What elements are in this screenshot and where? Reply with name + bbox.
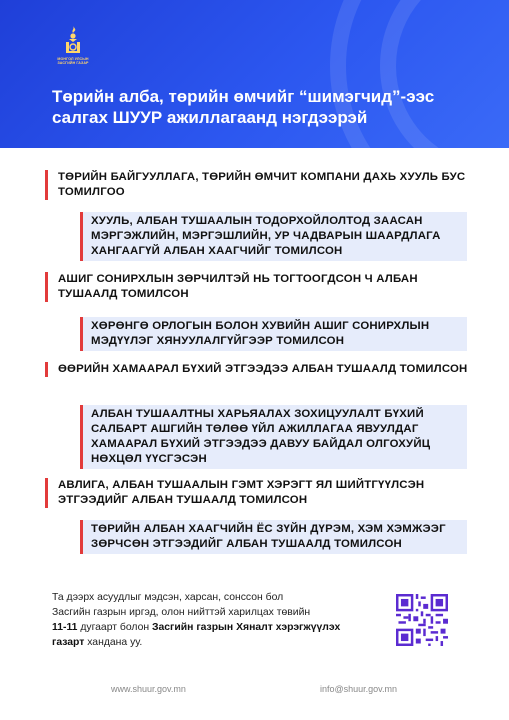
hotline-number: 11-11 xyxy=(52,622,78,633)
section-sub-1: ХУУЛЬ, АЛБАН ТУШААЛЫН ТОДОРХОЙЛОЛТОД ЗААСАН МЭРГЭЖЛИЙН, МЭРГЭШЛИЙН, УР ЧАДВАРЫН ШААРДЛАГА ХАНГААГҮЙ АЛБАН ХААГЧИЙГ ТОМИЛСОН xyxy=(80,212,467,261)
section-main-3: ӨӨРИЙН ХАМААРАЛ БҮХИЙ ЭТГЭЭДЭЭ АЛБАН ТУШААЛД ТОМИЛСОН xyxy=(45,362,478,377)
qr-code-icon[interactable] xyxy=(396,594,448,646)
section-sub-4: ТӨРИЙН АЛБАН ХААГЧИЙН ЁС ЗҮЙН ДҮРЭМ, ХЭМ ХЭМЖЭЭГ ЗӨРЧСӨН ЭТГЭЭДИЙГ АЛБАН ТУШААЛД ТОМИЛСОН xyxy=(80,520,467,554)
contact-end: хандана уу. xyxy=(84,637,143,648)
section-main-1: ТӨРИЙН БАЙГУУЛЛАГА, ТӨРИЙН ӨМЧИТ КОМПАНИ ДАХЬ ХУУЛЬ БУС ТОМИЛГОО xyxy=(45,170,478,200)
logo-text: МОНГОЛ УЛСЫН ЗАСГИЙН ГАЗАР xyxy=(57,57,89,66)
page-title: Төрийн алба, төрийн өмчийг “шимэгчид”-ээс салгах ШУУР ажиллагаанд нэгдээрэй xyxy=(52,87,435,127)
contact-info xyxy=(52,590,352,650)
section-sub-2: ХӨРӨНГӨ ОРЛОГЫН БОЛОН ХУВИЙН АШИГ СОНИРХЛЫН МЭДҮҮЛЭГ ХЯНУУЛАЛГҮЙГЭЭР ТОМИЛСОН xyxy=(80,317,467,351)
soyombo-icon xyxy=(60,25,86,55)
contact-line-1: Та дээрх асуудлыг мэдсэн, харсан, сонссон бол xyxy=(52,592,284,603)
agency-name: Засгийн газрын Хяналт хэрэгжүүлэх газарт xyxy=(52,622,341,648)
section-sub-3: АЛБАН ТУШААЛТНЫ ХАРЬЯАЛАХ ЗОХИЦУУЛАЛТ БҮХИЙ САЛБАРТ АШГИЙН ТӨЛӨӨ ҮЙЛ АЖИЛЛАГАА ЯВУУЛДАГ ХАМААРАЛ БҮХИЙ ЭТГЭЭДЭЭ ДАВУУ БАЙДАЛ ОЛГОХУЙЦ НӨХЦӨЛ ҮҮСГЭСЭН xyxy=(80,405,467,469)
section-main-2: АШИГ СОНИРХЛЫН ЗӨРЧИЛТЭЙ НЬ ТОГТООГДСОН Ч АЛБАН ТУШААЛД ТОМИЛСОН xyxy=(45,272,478,302)
contact-line-2: Засгийн газрын иргэд, олон нийттэй харилцах төвийн xyxy=(52,607,311,618)
header-banner xyxy=(0,0,509,148)
government-logo xyxy=(52,25,94,71)
email-link[interactable]: info@shuur.gov.mn xyxy=(320,684,398,694)
website-link[interactable]: www.shuur.gov.mn xyxy=(111,684,186,694)
section-main-4: АВЛИГА, АЛБАН ТУШААЛЫН ГЭМТ ХЭРЭГТ ЯЛ ШИЙТГҮҮЛСЭН ЭТГЭЭДИЙГ АЛБАН ТУШААЛД ТОМИЛСОН xyxy=(45,478,478,508)
contact-mid: дугаарт болон xyxy=(77,622,152,633)
